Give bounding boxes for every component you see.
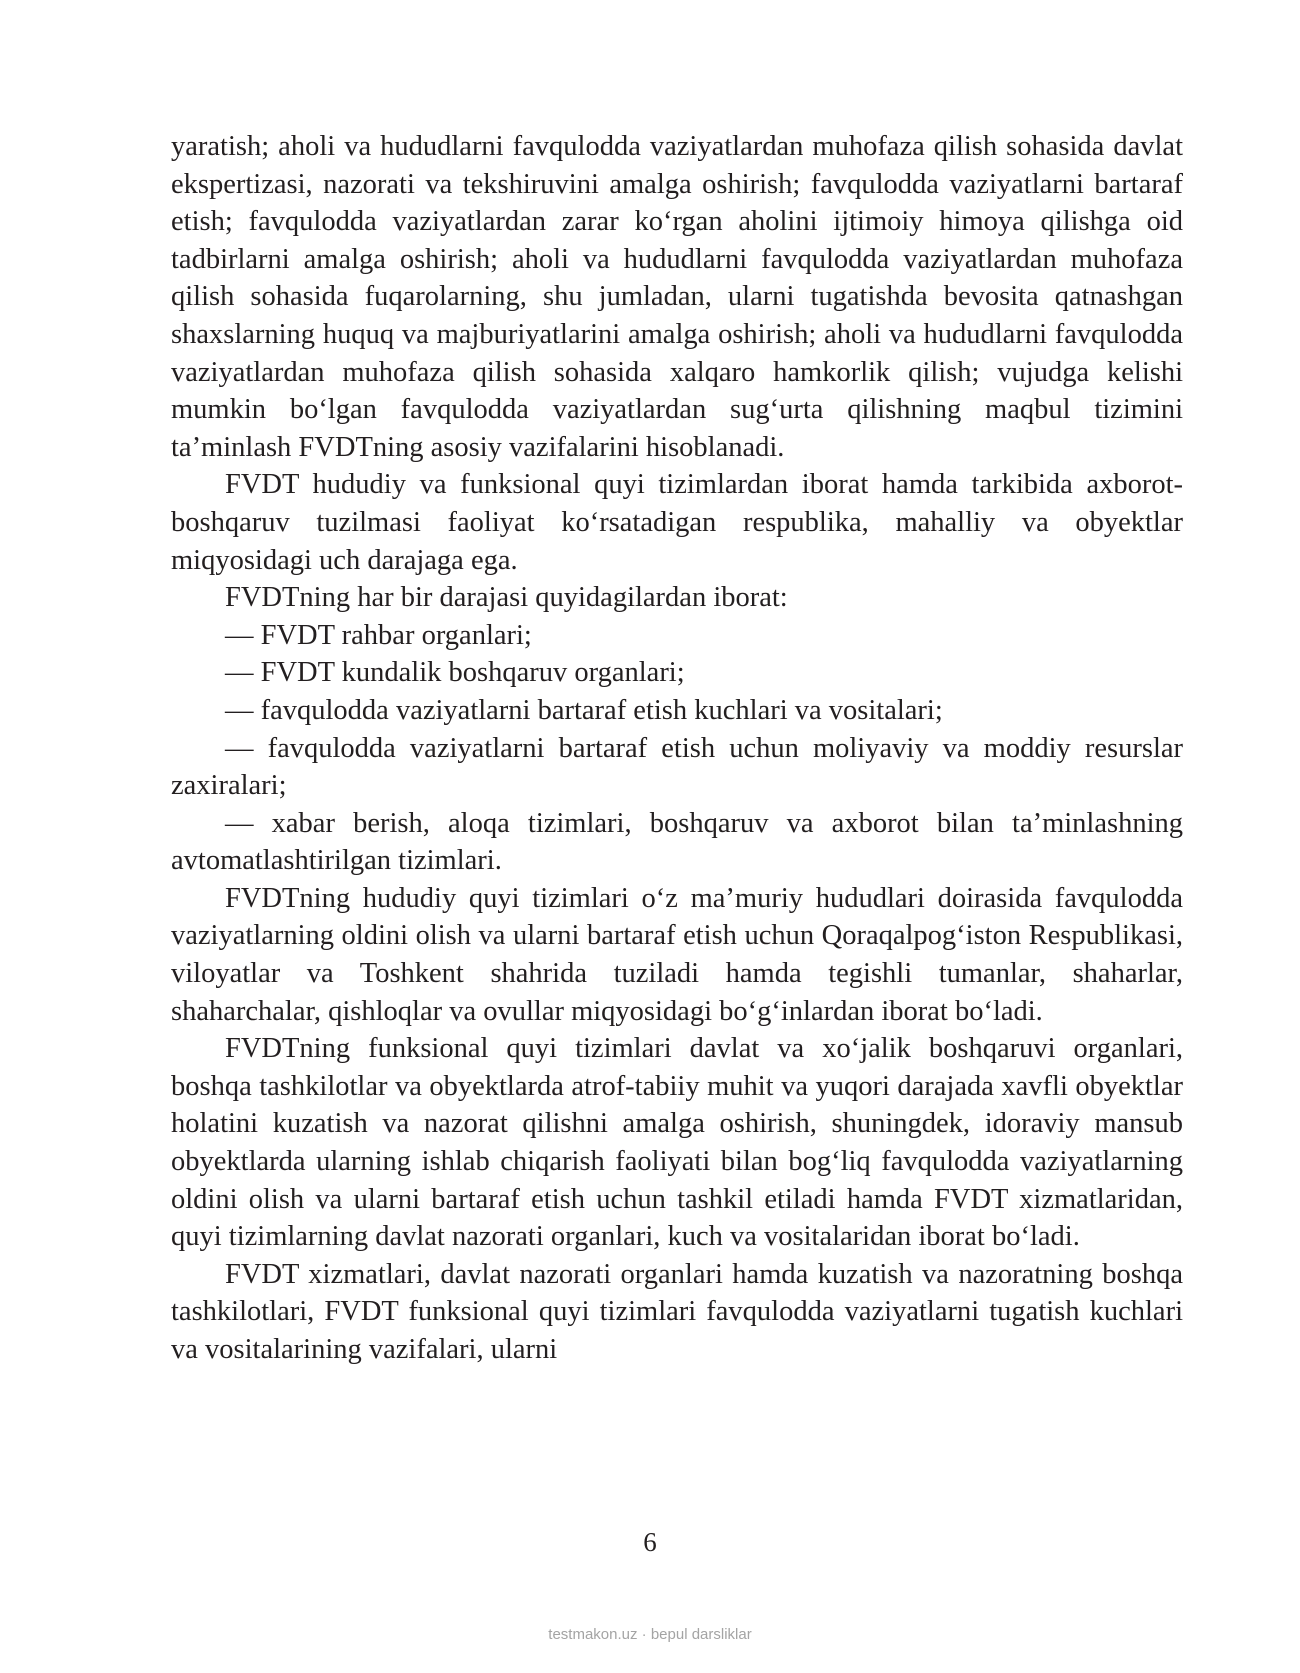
paragraph: FVDTning funksional quyi tizimlari davlat va xo‘jalik boshqaruvi organlari, boshqa tashkilotlar va obyektlarda atrof-tabiiy muhit va yuqori darajada xavfli obyektlar holatini kuzatish va nazorat qilishni amalga oshirish, shuningdek, idoraviy mansub obyektlarda ularning ishlab chiqarish faoliyati bilan bog‘liq favqulodda vaziyatlarning oldini olish va ularni bartaraf etish uchun tashkil etiladi hamda FVDT xizmatlaridan, quyi tizimlarning davlat nazorati organlari, kuch va vositalaridan iborat bo‘ladi.: [171, 1033, 1183, 1253]
page-body: [171, 128, 1183, 1369]
page-number: 6: [643, 1527, 657, 1557]
paragraph: FVDT hududiy va funksional quyi tizimlardan iborat hamda tarkibida axborot-boshqaruv tuzilmasi faoliyat ko‘rsatadigan respublika, mahalliy va obyektlar miqyosidagi uch darajaga ega.: [171, 469, 1183, 576]
paragraph: FVDTning har bir darajasi quyidagilardan iborat:: [225, 582, 788, 614]
footer-watermark: testmakon.uz · bepul darsliklar: [548, 1626, 752, 1643]
paragraph: FVDTning hududiy quyi tizimlari o‘z ma’muriy hududlari doirasida favqulodda vaziyatlarning oldini olish va ularni bartaraf etish uchun Qoraqalpog‘iston Respublikasi, viloyatlar va Toshkent shahrida tuziladi hamda tegishli tumanlar, shaharlar, shaharchalar, qishloqlar va ovullar miqyosidagi bo‘g‘inlardan iborat bo‘ladi.: [171, 882, 1183, 1027]
list-item: — favqulodda vaziyatlarni bartaraf etish kuchlari va vositalari;: [225, 694, 943, 726]
list-item: — favqulodda vaziyatlarni bartaraf etish uchun moliyaviy va moddiy resurslar zaxiralari;: [171, 732, 1183, 802]
list-item: — FVDT rahbar organlari;: [225, 619, 532, 651]
list-item: — FVDT kundalik boshqaruv organlari;: [225, 657, 685, 689]
list-item: — xabar berish, aloqa tizimlari, boshqaruv va axborot bilan ta’minlashning avtomatlashtirilgan tizimlari.: [171, 807, 1183, 877]
paragraph: yaratish; aholi va hududlarni favqulodda vaziyatlardan muhofaza qilish sohasida davlat ekspertizasi, nazorati va tekshiruvini amalga oshirish; favqulodda vaziyatlarni bartaraf etish; favqulodda vaziyatlardan zarar ko‘rgan aholini ijtimoiy himoya qilishga oid tadbirlarni amalga oshirish; aholi va hududlarni favqulodda vaziyatlardan muhofaza qilish sohasida fuqarolarning, shu jumladan, ularni tugatishda bevosita qatnashgan shaxslarning huquq va majburiyatlarini amalga oshirish; aholi va hududlarni favqulodda vaziyatlardan muhofaza qilish sohasida xalqaro hamkorlik qilish; vujudga kelishi mumkin bo‘lgan favqulodda vaziyatlardan sug‘urta qilishning maqbul tizimini ta’minlash FVDTning asosiy vazifalarini hisoblanadi.: [171, 131, 1183, 463]
paragraph: FVDT xizmatlari, davlat nazorati organlari hamda kuzatish va nazoratning boshqa tashkilotlari, FVDT funksional quyi tizimlari favqulodda vaziyatlarni tugatish kuchlari va vositalarining vazifalari, ularni: [171, 1258, 1183, 1365]
